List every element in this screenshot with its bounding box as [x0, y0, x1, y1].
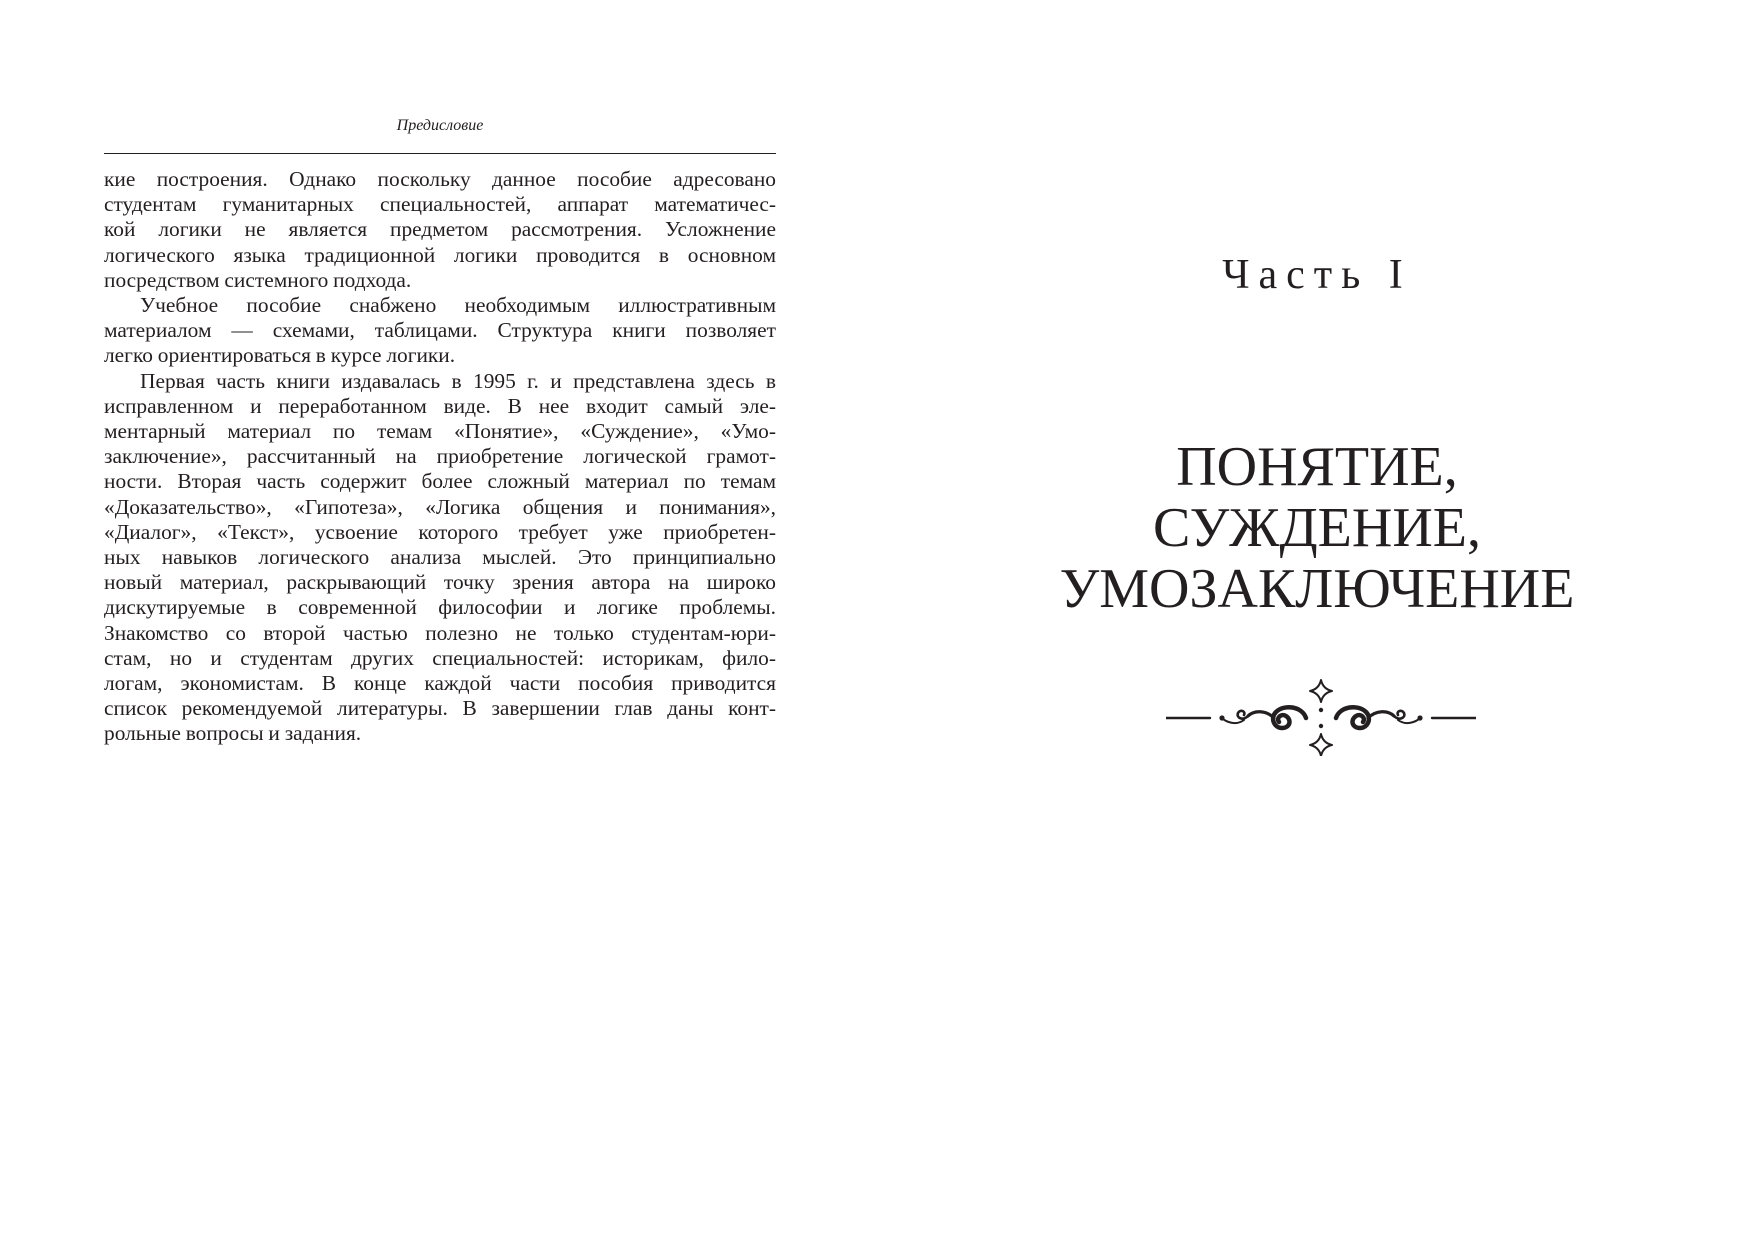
text-line: ных навыков логического анализа мыслей. Это принципиально	[104, 545, 776, 570]
part-label: Часть I	[1222, 252, 1412, 298]
right-page	[877, 0, 1755, 1240]
running-head: Предисловие	[396, 117, 484, 134]
text-line: ности. Вторая часть содержит более сложный материал по темам	[104, 469, 776, 494]
body-text	[104, 167, 776, 747]
text-line: исправленном и переработанном виде. В нее входит самый эле-	[104, 393, 776, 418]
text-line: материалом — схемами, таблицами. Структура книги позволяет	[104, 318, 776, 343]
header-rule	[104, 153, 776, 154]
title-line: ПОНЯТИЕ,	[1176, 436, 1458, 498]
text-line: ментарный материал по темам «Понятие», «Суждение», «Умо-	[104, 419, 776, 444]
text-line: легко ориентироваться в курсе логики.	[104, 343, 456, 368]
text-line: список рекомендуемой литературы. В завершении глав даны конт-	[104, 696, 776, 721]
text-line: дискутируемые в современной философии и логике проблемы.	[104, 595, 776, 620]
text-line: посредством системного подхода.	[104, 267, 412, 292]
paragraph	[104, 369, 776, 747]
paragraph	[104, 293, 776, 369]
text-line: студентам гуманитарных специальностей, аппарат математичес-	[104, 192, 776, 217]
text-line: рольные вопросы и задания.	[104, 721, 362, 746]
text-line: кой логики не является предметом рассмотрения. Усложнение	[104, 217, 776, 242]
text-line: Знакомство со второй частью полезно не только студентам-юри-	[104, 620, 776, 645]
text-line: заключение», рассчитанный на приобретение логической грамот-	[104, 444, 776, 469]
text-line: логического языка традиционной логики проводится в основном	[104, 242, 776, 267]
text-line: «Доказательство», «Гипотеза», «Логика общения и понимания»,	[104, 494, 776, 519]
text-line: новый материал, раскрывающий точку зрения автора на широко	[104, 570, 776, 595]
text-line: стам, но и студентам других специальностей: историкам, фило-	[104, 645, 776, 670]
left-page	[0, 0, 877, 1240]
title-line: СУЖДЕНИЕ,	[1153, 497, 1481, 559]
ornament-flourish-icon	[1166, 676, 1476, 756]
text-line: «Диалог», «Текст», усвоение которого требует уже приобретен-	[104, 519, 776, 544]
text-line: кие построения. Однако поскольку данное пособие адресовано	[104, 167, 776, 191]
text-line: Первая часть книги издавалась в 1995 г. и представлена здесь в	[140, 368, 776, 393]
text-line: Учебное пособие снабжено необходимым иллюстративным	[140, 293, 776, 318]
text-line: логам, экономистам. В конце каждой части пособия приводится	[104, 671, 776, 696]
paragraph	[104, 167, 776, 293]
section-title	[877, 437, 1755, 620]
title-line: УМОЗАКЛЮЧЕНИЕ	[1059, 558, 1575, 620]
